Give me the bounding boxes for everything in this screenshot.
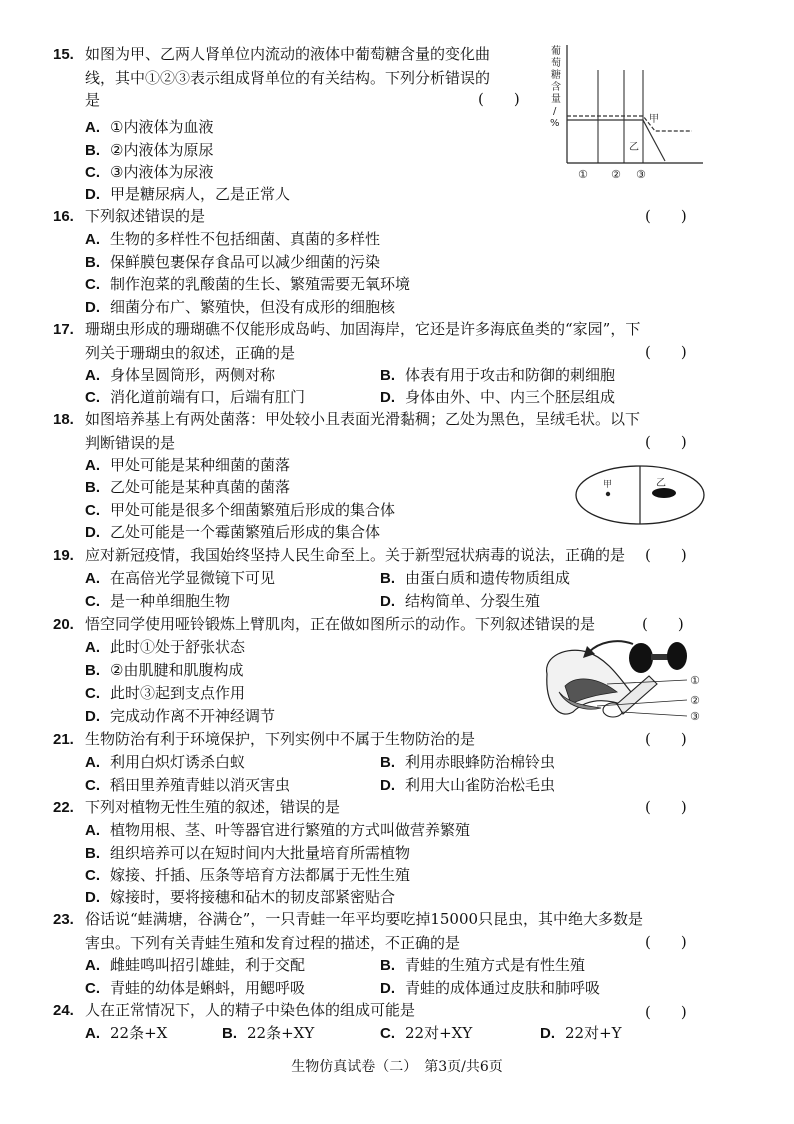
option-letter: C. [85, 164, 100, 181]
y-axis-label-char: % [550, 118, 560, 129]
option-c [85, 977, 305, 1001]
option-text: 利用大山雀防治松毛虫 [405, 776, 556, 794]
question-23 [53, 908, 643, 954]
leader-line [621, 712, 687, 716]
option-a [85, 567, 275, 591]
option-letter: B. [380, 367, 395, 384]
option-b [85, 842, 410, 866]
option-letter: B. [380, 570, 395, 587]
option-d [380, 386, 615, 410]
option-letter: A. [85, 822, 100, 839]
option-d [540, 1022, 622, 1046]
colony-label-jia: 甲 [603, 480, 613, 490]
option-text: 植物用根、茎、叶等器官进行繁殖的方式叫做营养繁殖 [110, 821, 471, 839]
option-a [85, 364, 275, 388]
answer-paren[interactable]: ( ) [645, 730, 687, 748]
option-text: 22对+XY [405, 1024, 473, 1042]
option-text: 体表有用于攻击和防御的刺细胞 [405, 366, 616, 384]
option-letter: A. [85, 754, 100, 771]
question-text-line: 悟空同学使用哑铃锻炼上臂肌肉，正在做如图所示的动作。下列叙述错误的是 [85, 615, 596, 633]
option-text: ②由肌腱和肌腹构成 [110, 661, 244, 679]
option-a [85, 116, 213, 140]
question-text-line: 俗话说“蛙满塘，谷满仓”，一只青蛙一年平均要吃掉15000只昆虫，其中绝大多数是 [85, 910, 644, 928]
question-19 [53, 544, 625, 568]
answer-paren[interactable]: ( ) [642, 615, 684, 633]
option-letter: D. [85, 524, 100, 541]
option-text: ②内液体为原尿 [110, 141, 214, 159]
option-a [85, 228, 380, 252]
option-c [85, 161, 213, 185]
option-text: 22条+XY [247, 1024, 315, 1042]
option-b [380, 954, 585, 978]
option-d [85, 183, 290, 207]
option-c [380, 1022, 472, 1046]
curve-yi [567, 120, 665, 161]
colony-yi [652, 488, 676, 498]
option-letter: D. [540, 1025, 555, 1042]
option-letter: B. [380, 754, 395, 771]
option-text: 制作泡菜的乳酸菌的生长、繁殖需要无氧环境 [110, 275, 411, 293]
question-text-line: 列关于珊瑚虫的叙述，正确的是 [85, 343, 296, 362]
option-d [380, 590, 540, 614]
option-letter: C. [85, 685, 100, 702]
option-text: 结构简单、分裂生殖 [405, 592, 541, 610]
option-text: 甲处可能是很多个细菌繁殖后形成的集合体 [110, 501, 396, 519]
x-tick-label: ② [611, 168, 621, 181]
option-a [85, 751, 245, 775]
arm-label: ① [690, 674, 700, 687]
option-letter: D. [85, 186, 100, 203]
option-letter: A. [85, 957, 100, 974]
curve-label-jia: 甲 [649, 114, 659, 125]
option-letter: B. [85, 479, 100, 496]
option-text: 此时③起到支点作用 [110, 684, 246, 702]
option-text: 雌蛙鸣叫招引雄蛙，利于交配 [110, 956, 306, 974]
option-a [85, 954, 305, 978]
option-d [85, 521, 380, 545]
option-b [85, 251, 380, 275]
option-text: 青蛙的生殖方式是有性生殖 [405, 956, 586, 974]
curve-label-yi: 乙 [629, 142, 639, 153]
option-text: 是一种单细胞生物 [110, 592, 231, 610]
question-18 [53, 408, 640, 454]
option-letter: D. [85, 889, 100, 906]
option-letter: D. [85, 708, 100, 725]
option-letter: B. [85, 254, 100, 271]
answer-paren[interactable]: ( ) [645, 546, 687, 564]
option-b [222, 1022, 314, 1046]
option-letter: C. [85, 276, 100, 293]
question-text-line: 下列叙述错误的是 [85, 207, 206, 225]
question-22 [53, 796, 340, 820]
option-text: 稻田里养殖青蛙以消灭害虫 [110, 776, 291, 794]
option-letter: B. [85, 142, 100, 159]
option-text: 此时①处于舒张状态 [110, 638, 246, 656]
option-text: 嫁接、扦插、压条等培育方法都属于无性生殖 [110, 866, 411, 884]
option-letter: B. [380, 957, 395, 974]
question-number: 16. [53, 208, 74, 225]
option-text: 由蛋白质和遗传物质组成 [405, 569, 571, 587]
option-letter: C. [380, 1025, 395, 1042]
option-d [85, 705, 275, 729]
x-tick-label: ③ [636, 168, 646, 181]
question-24 [53, 999, 415, 1023]
curve-jia [567, 116, 692, 131]
option-text: 乙处可能是一个霉菌繁殖后形成的集合体 [110, 523, 381, 541]
option-c [85, 682, 245, 706]
option-text: 甲是糖尿病人，乙是正常人 [110, 185, 291, 203]
question-text-line: 害虫。下列有关青蛙生殖和发育过程的描述，不正确的是 [85, 933, 461, 952]
option-text: 22条+X [110, 1024, 168, 1042]
option-text: 青蛙的成体通过皮肤和肺呼吸 [405, 979, 601, 997]
option-letter: C. [85, 502, 100, 519]
option-c [85, 864, 410, 888]
option-letter: A. [85, 570, 100, 587]
question-number: 23. [53, 911, 74, 928]
option-letter: D. [380, 777, 395, 794]
arm-label: ③ [690, 710, 700, 723]
question-text-line: 应对新冠疫情，我国始终坚持人民生命至上。关于新型冠状病毒的说法，正确的是 [85, 546, 626, 564]
option-letter: A. [85, 639, 100, 656]
option-b [85, 139, 213, 163]
option-text: 身体由外、中、内三个胚层组成 [405, 388, 616, 406]
option-letter: C. [85, 777, 100, 794]
question-text-line: 线，其中①②③表示组成肾单位的有关结构。下列分析错误的 [85, 68, 491, 87]
question-text-line: 如图培养基上有两处菌落：甲处较小且表面光滑黏稠；乙处为黑色，呈绒毛状。以下 [85, 410, 641, 428]
question-text-line: 下列对植物无性生殖的叙述，错误的是 [85, 798, 341, 816]
answer-paren[interactable]: ( ) [645, 933, 687, 951]
option-letter: A. [85, 119, 100, 136]
option-text: 细菌分布广、繁殖快，但没有成形的细胞核 [110, 298, 396, 316]
question-number: 19. [53, 547, 74, 564]
question-number: 17. [53, 321, 74, 338]
y-axis-label-char: 萄 [551, 58, 561, 69]
option-letter: B. [222, 1025, 237, 1042]
answer-paren[interactable]: ( ) [645, 1003, 687, 1021]
y-axis-label-char: 含 [551, 82, 561, 93]
option-letter: C. [85, 389, 100, 406]
option-letter: A. [85, 367, 100, 384]
option-text: 组织培养可以在短时间内大批量培育所需植物 [110, 844, 411, 862]
question-text-line: 人在正常情况下，人的精子中染色体的组成可能是 [85, 1001, 416, 1019]
option-text: 22对+Y [565, 1024, 622, 1042]
option-letter: C. [85, 593, 100, 610]
answer-paren[interactable]: ( ) [645, 207, 687, 225]
page-footer: 生物仿真试卷（二） 第3页/共6页 [291, 1059, 503, 1075]
option-a [85, 819, 470, 843]
question-text-line: 判断错误的是 [85, 433, 176, 452]
question-number: 15. [53, 46, 74, 63]
option-text: 保鲜膜包裹保存食品可以减少细菌的污染 [110, 253, 381, 271]
question-text-line: 珊瑚虫形成的珊瑚礁不仅能形成岛屿、加固海岸，它还是许多海底鱼类的“家园”，下 [85, 320, 641, 338]
question-text-line: 生物防治有利于环境保护，下列实例中不属于生物防治的是 [85, 730, 476, 748]
option-d [380, 774, 555, 798]
question-number: 21. [53, 731, 74, 748]
y-axis-label-char: 量 [551, 94, 561, 105]
question-number: 20. [53, 616, 74, 633]
dumbbell-bar [651, 654, 669, 660]
option-letter: A. [85, 1025, 100, 1042]
option-text: 青蛙的幼体是蝌蚪，用鳃呼吸 [110, 979, 306, 997]
option-a [85, 636, 245, 660]
y-axis-label-char: 葡 [551, 46, 561, 57]
question-text-line: 是 [85, 91, 101, 109]
y-axis-label-char: 糖 [551, 70, 561, 81]
question-21 [53, 728, 475, 752]
answer-paren[interactable]: ( ) [645, 343, 687, 361]
option-a [85, 1022, 167, 1046]
option-b [380, 364, 615, 388]
question-16 [53, 205, 205, 229]
option-c [85, 774, 290, 798]
option-letter: D. [380, 980, 395, 997]
option-text: 甲处可能是某种细菌的菌落 [110, 456, 291, 474]
option-c [85, 499, 395, 523]
option-letter: A. [85, 231, 100, 248]
dumbbell-weight [667, 642, 687, 670]
option-c [85, 590, 230, 614]
option-d [85, 886, 395, 910]
arm-dumbbell-figure [537, 634, 707, 726]
option-b [380, 567, 570, 591]
option-letter: D. [85, 299, 100, 316]
question-17 [53, 318, 640, 364]
option-d [85, 296, 395, 320]
option-text: 身体呈圆筒形，两侧对称 [110, 366, 276, 384]
option-letter: D. [380, 389, 395, 406]
option-text: ③内液体为尿液 [110, 163, 214, 181]
option-d [380, 977, 600, 1001]
arm-label: ② [690, 694, 700, 707]
option-text: 在高倍光学显微镜下可见 [110, 569, 276, 587]
option-text: 生物的多样性不包括细菌、真菌的多样性 [110, 230, 381, 248]
option-c [85, 386, 305, 410]
option-c [85, 273, 410, 297]
answer-paren[interactable]: ( ) [645, 433, 687, 451]
question-text-line: 如图为甲、乙两人肾单位内流动的液体中葡萄糖含量的变化曲 [85, 45, 491, 63]
answer-paren[interactable]: ( ) [478, 90, 520, 108]
option-text: 完成动作离不开神经调节 [110, 707, 276, 725]
option-b [85, 476, 290, 500]
option-a [85, 454, 290, 478]
question-number: 18. [53, 411, 74, 428]
motion-arrow [589, 641, 633, 652]
option-letter: B. [85, 662, 100, 679]
answer-paren[interactable]: ( ) [645, 798, 687, 816]
option-text: 利用赤眼蜂防治棉铃虫 [405, 753, 556, 771]
colony-label-yi: 乙 [656, 478, 666, 489]
option-text: 消化道前端有口，后端有肛门 [110, 388, 306, 406]
glucose-curve-figure [540, 40, 710, 185]
option-letter: A. [85, 457, 100, 474]
option-text: ①内液体为血液 [110, 118, 214, 136]
option-letter: B. [85, 845, 100, 862]
question-20 [53, 613, 595, 637]
option-text: 乙处可能是某种真菌的菌落 [110, 478, 291, 496]
colony-jia [606, 492, 610, 496]
x-tick-label: ① [578, 168, 588, 181]
option-text: 利用白炽灯诱杀白蚁 [110, 753, 246, 771]
option-letter: C. [85, 980, 100, 997]
dumbbell-weight [629, 643, 653, 673]
question-number: 24. [53, 1002, 74, 1019]
y-axis-label [550, 44, 561, 129]
option-b [85, 659, 243, 683]
question-15 [53, 43, 490, 112]
option-b [380, 751, 555, 775]
option-letter: D. [380, 593, 395, 610]
option-text: 嫁接时，要将接穗和砧木的韧皮部紧密贴合 [110, 888, 396, 906]
petri-dish-figure [572, 462, 708, 528]
y-axis-label-char: / [553, 106, 557, 117]
option-letter: C. [85, 867, 100, 884]
question-number: 22. [53, 799, 74, 816]
